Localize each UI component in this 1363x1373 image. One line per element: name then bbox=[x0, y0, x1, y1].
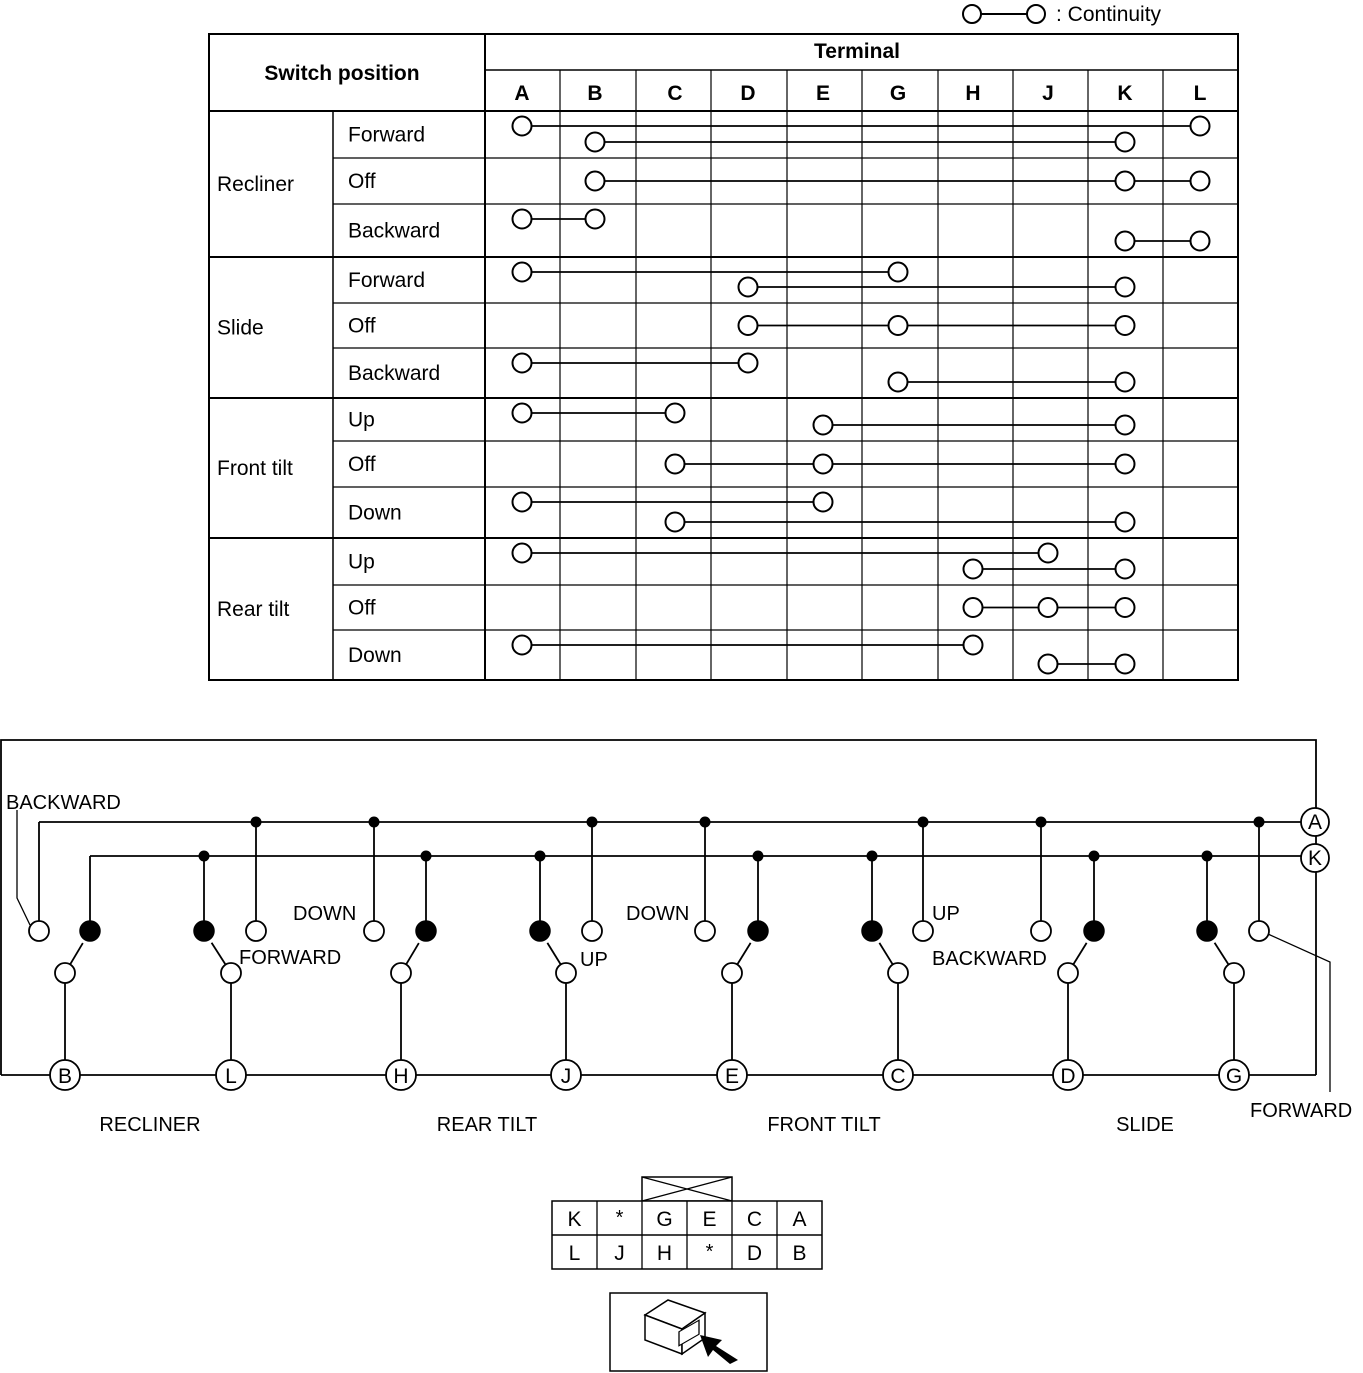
switch-blade bbox=[879, 943, 892, 965]
continuity-circle bbox=[1116, 232, 1135, 251]
continuity-circle bbox=[513, 493, 532, 512]
bottom-terminal-label: D bbox=[1060, 1065, 1076, 1088]
switch-position-header: Switch position bbox=[264, 62, 420, 85]
connector-pin: J bbox=[614, 1242, 625, 1265]
a-junction-dot bbox=[1254, 817, 1265, 828]
connector-pin: B bbox=[792, 1242, 807, 1265]
front-up-label: UP bbox=[932, 903, 960, 925]
connector-view-icon bbox=[610, 1293, 767, 1371]
bottom-terminal-label: C bbox=[890, 1065, 906, 1088]
section-label-rear-tilt: REAR TILT bbox=[436, 1114, 538, 1136]
continuity-circle bbox=[1039, 655, 1058, 674]
recliner-forward-label: FORWARD bbox=[239, 947, 342, 969]
recliner-backward-leader bbox=[17, 810, 30, 925]
continuity-circle bbox=[1116, 560, 1135, 579]
terminal-header-cell: K bbox=[1117, 82, 1133, 105]
a-junction-dot bbox=[587, 817, 598, 828]
continuity-circle bbox=[513, 354, 532, 373]
group-label: Rear tilt bbox=[217, 598, 290, 621]
k-junction-dot bbox=[1202, 851, 1213, 862]
continuity-circle bbox=[1039, 598, 1058, 617]
row-label: Down bbox=[348, 501, 402, 525]
connector-pin: D bbox=[746, 1242, 763, 1265]
k-contact bbox=[1084, 921, 1104, 941]
continuity-circle bbox=[1116, 133, 1135, 152]
a-contact bbox=[246, 921, 266, 941]
row-label: Off bbox=[348, 314, 376, 338]
row-label: Up bbox=[348, 408, 375, 432]
switch-elements bbox=[29, 817, 1269, 1091]
row-label: Off bbox=[348, 170, 376, 193]
recliner-backward-label: BACKWARD bbox=[6, 792, 121, 814]
bottom-terminal-label: B bbox=[57, 1065, 73, 1088]
continuity-circle bbox=[513, 544, 532, 563]
continuity-circle bbox=[739, 278, 758, 297]
k-junction-dot bbox=[535, 851, 546, 862]
terminal-header-cell: H bbox=[965, 82, 981, 105]
k-junction-dot bbox=[867, 851, 878, 862]
a-junction-dot bbox=[1036, 817, 1047, 828]
terminal-header-cell: G bbox=[889, 82, 907, 105]
legend-circle-left bbox=[963, 5, 981, 23]
a-junction-dot bbox=[918, 817, 929, 828]
continuity-circle bbox=[814, 493, 833, 512]
terminal-header-cell: D bbox=[740, 82, 756, 105]
switch-blade bbox=[212, 943, 226, 965]
a-junction-dot bbox=[369, 817, 380, 828]
continuity-circle bbox=[586, 133, 605, 152]
connector-pin: * bbox=[705, 1241, 714, 1263]
continuity-circle bbox=[889, 316, 908, 335]
connector-pin: C bbox=[746, 1208, 763, 1231]
front-down-label: DOWN bbox=[626, 903, 690, 925]
connector-pin: H bbox=[656, 1242, 673, 1265]
connector-pin: K bbox=[567, 1208, 582, 1231]
a-contact bbox=[364, 921, 384, 941]
continuity-circle bbox=[1191, 172, 1210, 191]
terminal-header-cell: C bbox=[667, 82, 683, 105]
k-contact bbox=[748, 921, 768, 941]
switch-blade bbox=[406, 943, 419, 964]
terminal-header-cell: B bbox=[587, 82, 603, 105]
connector-pin: A bbox=[792, 1208, 807, 1231]
terminal-a bbox=[1301, 808, 1329, 836]
continuity-circle bbox=[1116, 373, 1135, 392]
pivot-contact bbox=[556, 963, 576, 983]
switch-blade bbox=[737, 943, 750, 965]
terminal-header-cell: E bbox=[815, 82, 831, 105]
a-contact bbox=[1031, 921, 1051, 941]
continuity-circle bbox=[586, 172, 605, 191]
row-label: Down bbox=[348, 644, 402, 667]
a-contact bbox=[582, 921, 602, 941]
k-contact bbox=[530, 921, 550, 941]
row-label: Backward bbox=[348, 362, 441, 385]
section-label-front-tilt: FRONT TILT bbox=[767, 1114, 881, 1136]
row-label: Off bbox=[348, 596, 376, 620]
switch-blade bbox=[70, 943, 83, 964]
bottom-terminal-label: H bbox=[393, 1065, 409, 1088]
continuity-circle bbox=[1116, 316, 1135, 335]
continuity-circle bbox=[513, 263, 532, 282]
row-label: Up bbox=[348, 550, 375, 574]
section-label-recliner: RECLINER bbox=[99, 1114, 201, 1136]
continuity-circle bbox=[814, 455, 833, 474]
continuity-circle bbox=[513, 404, 532, 423]
continuity-circle bbox=[964, 636, 983, 655]
terminal-k-label: K bbox=[1307, 847, 1323, 870]
bottom-terminal-label: E bbox=[724, 1065, 740, 1088]
continuity-circle bbox=[1116, 455, 1135, 474]
row-label: Off bbox=[348, 453, 376, 476]
continuity-circle bbox=[739, 354, 758, 373]
continuity-circle bbox=[666, 513, 685, 532]
continuity-circle bbox=[964, 560, 983, 579]
bottom-terminal-label: G bbox=[1225, 1065, 1243, 1088]
switch-blade bbox=[1215, 943, 1229, 965]
legend-circle-right bbox=[1027, 5, 1045, 23]
continuity-circle bbox=[513, 636, 532, 655]
slide-forward-leader bbox=[1268, 934, 1330, 1092]
rear-down-label: DOWN bbox=[293, 903, 357, 925]
continuity-circle bbox=[814, 416, 833, 435]
k-contact bbox=[416, 921, 436, 941]
terminal-header-cell: L bbox=[1193, 82, 1207, 105]
row-label: Forward bbox=[348, 123, 426, 147]
k-contact bbox=[80, 921, 100, 941]
pivot-contact bbox=[391, 963, 411, 983]
continuity-circle bbox=[666, 404, 685, 423]
k-junction-dot bbox=[1089, 851, 1100, 862]
k-junction-dot bbox=[421, 851, 432, 862]
continuity-circle bbox=[1116, 172, 1135, 191]
rear-up-label: UP bbox=[580, 949, 608, 971]
continuity-circle bbox=[1116, 278, 1135, 297]
connector-face bbox=[552, 1177, 822, 1269]
continuity-circle bbox=[1116, 655, 1135, 674]
switch-schematic bbox=[1, 740, 1352, 1136]
terminal-header-cell: A bbox=[514, 82, 530, 105]
a-junction-dot bbox=[700, 817, 711, 828]
continuity-circle bbox=[889, 263, 908, 282]
pivot-contact bbox=[1224, 963, 1244, 983]
connector-pin: * bbox=[615, 1207, 624, 1229]
pivot-contact bbox=[221, 963, 241, 983]
a-contact bbox=[913, 921, 933, 941]
slide-forward-label: FORWARD bbox=[1250, 1100, 1353, 1122]
continuity-circle bbox=[1191, 232, 1210, 251]
k-junction-dot bbox=[753, 851, 764, 862]
continuity-circle bbox=[1116, 416, 1135, 435]
pivot-contact bbox=[55, 963, 75, 983]
a-contact bbox=[29, 921, 49, 941]
row-label: Forward bbox=[348, 269, 426, 292]
continuity-circle bbox=[739, 316, 758, 335]
continuity-circle bbox=[513, 117, 532, 136]
a-junction-dot bbox=[251, 817, 262, 828]
terminal-header: Terminal bbox=[814, 40, 900, 63]
connector-pin: E bbox=[702, 1208, 717, 1231]
k-contact bbox=[194, 921, 214, 941]
table-grid bbox=[209, 70, 1238, 680]
k-contact bbox=[862, 921, 882, 941]
terminal-header-cell: J bbox=[1042, 82, 1054, 105]
continuity-circle bbox=[513, 210, 532, 229]
k-junction-dot bbox=[199, 851, 210, 862]
continuity-circle bbox=[964, 598, 983, 617]
pivot-contact bbox=[888, 963, 908, 983]
k-contact bbox=[1197, 921, 1217, 941]
continuity-circle bbox=[1116, 513, 1135, 532]
connector-pin: L bbox=[568, 1242, 581, 1265]
bottom-terminal-label: J bbox=[560, 1065, 572, 1088]
section-label-slide: SLIDE bbox=[1116, 1114, 1174, 1136]
bottom-terminal-label: L bbox=[225, 1065, 237, 1088]
legend-text: : Continuity bbox=[1056, 3, 1162, 26]
continuity-table bbox=[209, 34, 1238, 680]
continuity-circle bbox=[1191, 117, 1210, 136]
continuity-circle bbox=[889, 373, 908, 392]
group-label: Front tilt bbox=[217, 457, 293, 480]
terminal-k bbox=[1301, 844, 1329, 872]
row-label: Backward bbox=[348, 219, 441, 243]
pivot-contact bbox=[722, 963, 742, 983]
continuity-circle bbox=[666, 455, 685, 474]
slide-backward-label: BACKWARD bbox=[932, 948, 1047, 970]
switch-blade bbox=[547, 943, 560, 965]
group-label: Recliner bbox=[217, 173, 295, 196]
terminal-a-label: A bbox=[1307, 811, 1323, 834]
pivot-contact bbox=[1058, 963, 1078, 983]
continuity-circle bbox=[1039, 544, 1058, 563]
a-contact bbox=[695, 921, 715, 941]
a-contact bbox=[1249, 921, 1269, 941]
switch-blade bbox=[1073, 943, 1086, 965]
continuity-circle bbox=[1116, 598, 1135, 617]
continuity-legend bbox=[963, 3, 1162, 26]
group-label: Slide bbox=[217, 316, 264, 340]
continuity-circle bbox=[586, 210, 605, 229]
connector-pin: G bbox=[656, 1208, 673, 1231]
